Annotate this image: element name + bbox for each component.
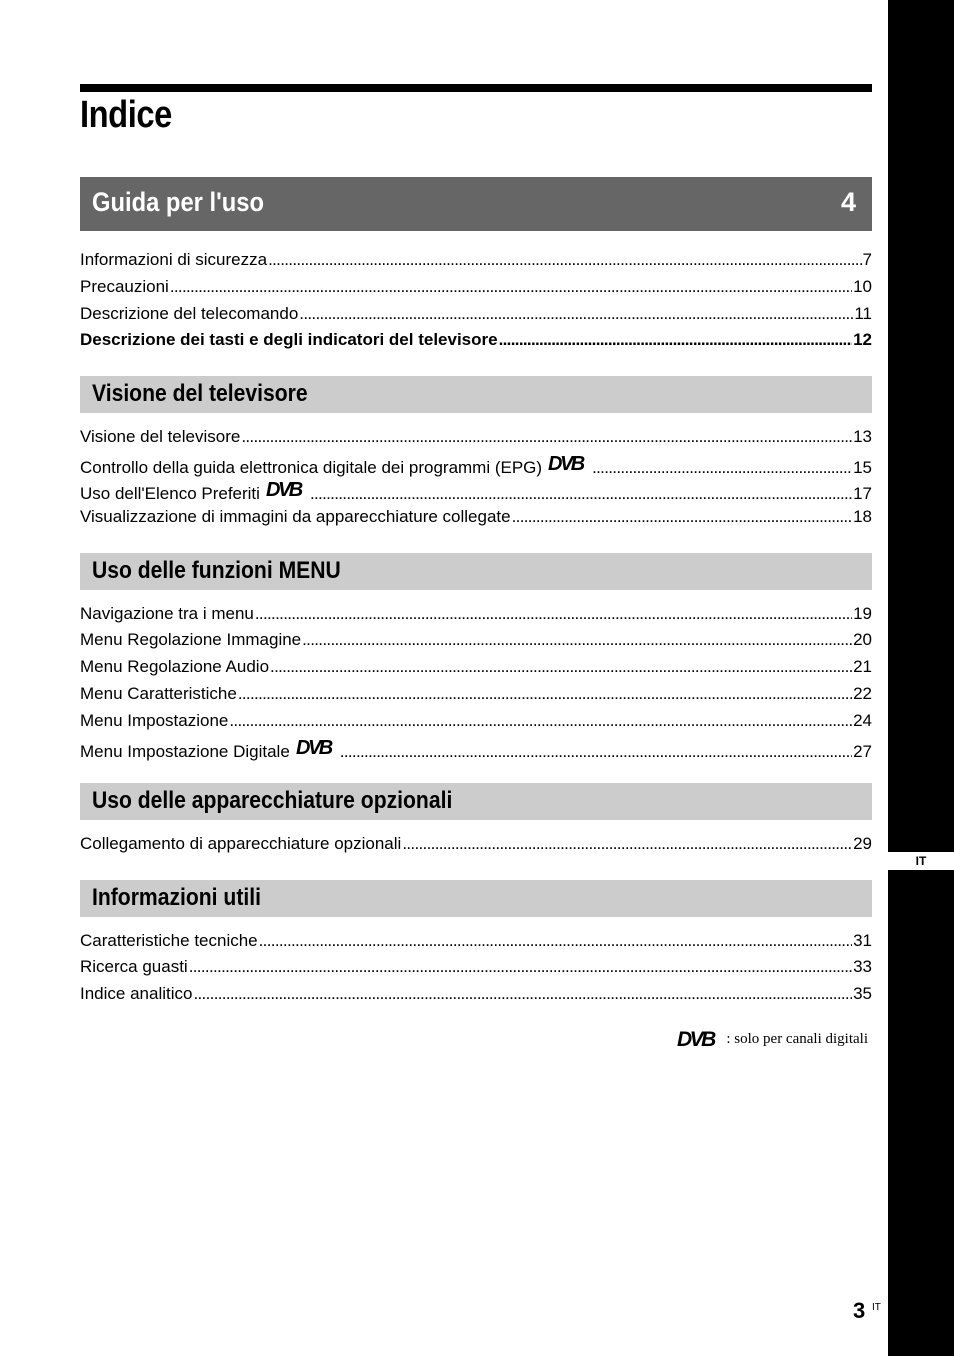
- section-label: Guida per l'uso: [92, 187, 264, 217]
- toc-entry[interactable]: [80, 656, 872, 678]
- entry-page: 35: [853, 984, 872, 1003]
- section-header-guida: [80, 177, 872, 231]
- section-label: Uso delle funzioni MENU: [92, 557, 341, 584]
- entry-page: 18: [853, 507, 872, 526]
- entry-title: Visualizzazione di immagini da apparecchiature collegate: [80, 507, 511, 526]
- leader-dots: [402, 833, 852, 855]
- leader-dots: [229, 710, 852, 732]
- toc-entry[interactable]: [80, 479, 872, 501]
- dvb-legend: [676, 1026, 868, 1052]
- page-title: Indice: [80, 94, 172, 136]
- entry-page: 27: [853, 742, 872, 761]
- toc-entry[interactable]: [80, 603, 872, 625]
- entry-page: 33: [853, 957, 872, 976]
- side-bar-bottom: [888, 870, 954, 1356]
- entry-title: Menu Impostazione Digitale: [80, 742, 290, 761]
- toc-entry[interactable]: [80, 426, 872, 448]
- entry-title: Descrizione dei tasti e degli indicatori del televisore: [80, 330, 498, 349]
- svg-text:DVB: DVB: [265, 479, 301, 499]
- toc-entry[interactable]: [80, 683, 872, 705]
- leader-dots: [241, 426, 852, 448]
- leader-dots: [299, 303, 853, 325]
- svg-text:DVB: DVB: [677, 1028, 715, 1050]
- entry-title: Ricerca guasti: [80, 957, 188, 976]
- page-number: 3: [853, 1298, 866, 1323]
- entry-page: 15: [853, 458, 872, 477]
- leader-dots: [193, 983, 852, 1005]
- toc-entry[interactable]: [80, 329, 872, 351]
- section-header-visione: [80, 376, 872, 413]
- entry-title: Visione del televisore: [80, 427, 241, 446]
- entry-page: 7: [862, 250, 872, 269]
- entry-page: 17: [853, 484, 872, 503]
- entry-title: Precauzioni: [80, 277, 169, 296]
- section-label: Informazioni utili: [92, 884, 261, 911]
- entry-page: 21: [853, 657, 872, 676]
- toc-entry[interactable]: [80, 737, 872, 759]
- leader-dots: [255, 603, 852, 625]
- entry-title: Indice analitico: [80, 984, 193, 1003]
- entry-page: 11: [854, 304, 872, 323]
- entry-page: 10: [853, 277, 872, 296]
- leader-dots: [499, 329, 852, 351]
- entry-page: 29: [853, 834, 872, 853]
- toc-entry[interactable]: [80, 710, 872, 732]
- toc-entry[interactable]: [80, 303, 872, 325]
- dvb-logo-icon: [547, 453, 591, 473]
- entry-title: Informazioni di sicurezza: [80, 250, 268, 269]
- toc-entry[interactable]: [80, 833, 872, 855]
- leader-dots: [170, 276, 852, 298]
- entry-title: Menu Caratteristiche: [80, 684, 237, 703]
- toc-entry[interactable]: [80, 276, 872, 298]
- svg-text:DVB: DVB: [295, 737, 331, 757]
- leader-dots: [340, 741, 852, 763]
- entry-title: Uso dell'Elenco Preferiti: [80, 484, 260, 503]
- leader-dots: [259, 930, 852, 952]
- entry-page: 24: [853, 711, 872, 730]
- leader-dots: [268, 249, 861, 271]
- entry-title: Menu Regolazione Immagine: [80, 630, 302, 649]
- dvb-logo-icon: [265, 479, 309, 499]
- entry-page: 12: [853, 330, 872, 349]
- section-label: Visione del televisore: [92, 380, 308, 407]
- dvb-logo-icon: [676, 1028, 722, 1050]
- section-page: 4: [840, 187, 856, 217]
- entry-page: 22: [853, 684, 872, 703]
- leader-dots: [189, 956, 852, 978]
- entry-title: Menu Impostazione: [80, 711, 229, 730]
- toc-entry[interactable]: [80, 506, 872, 528]
- entry-page: 20: [853, 630, 872, 649]
- entry-title: Navigazione tra i menu: [80, 604, 254, 623]
- entry-title: Collegamento di apparecchiature opzionali: [80, 834, 402, 853]
- section-header-informazioni: [80, 880, 872, 917]
- toc-entry[interactable]: [80, 629, 872, 651]
- leader-dots: [270, 656, 852, 678]
- svg-text:DVB: DVB: [548, 453, 583, 473]
- dvb-logo-icon: [295, 737, 339, 757]
- toc-entry[interactable]: [80, 983, 872, 1005]
- toc-entry[interactable]: [80, 930, 872, 952]
- toc-entry[interactable]: [80, 249, 872, 271]
- entry-page: 13: [853, 427, 872, 446]
- leader-dots: [310, 483, 852, 505]
- legend-text: : solo per canali digitali: [726, 1030, 868, 1047]
- side-bar-top: [888, 0, 954, 852]
- entry-title: Caratteristiche tecniche: [80, 931, 258, 950]
- section-label: Uso delle apparecchiature opzionali: [92, 787, 453, 814]
- page-number-suffix: IT: [872, 1302, 881, 1313]
- entry-page: 19: [853, 604, 872, 623]
- leader-dots: [238, 683, 852, 705]
- section-header-apparecchiature: [80, 783, 872, 820]
- language-tab: IT: [888, 852, 954, 870]
- entry-title: Controllo della guida elettronica digitale dei programmi (EPG): [80, 458, 543, 477]
- entry-title: Descrizione del telecomando: [80, 304, 299, 323]
- toc-entry[interactable]: [80, 453, 872, 475]
- leader-dots: [302, 629, 852, 651]
- leader-dots: [592, 457, 852, 479]
- entry-title: Menu Regolazione Audio: [80, 657, 270, 676]
- section-header-menu: [80, 553, 872, 590]
- entry-page: 31: [853, 931, 872, 950]
- leader-dots: [512, 506, 852, 528]
- top-rule: [80, 84, 872, 92]
- toc-entry[interactable]: [80, 956, 872, 978]
